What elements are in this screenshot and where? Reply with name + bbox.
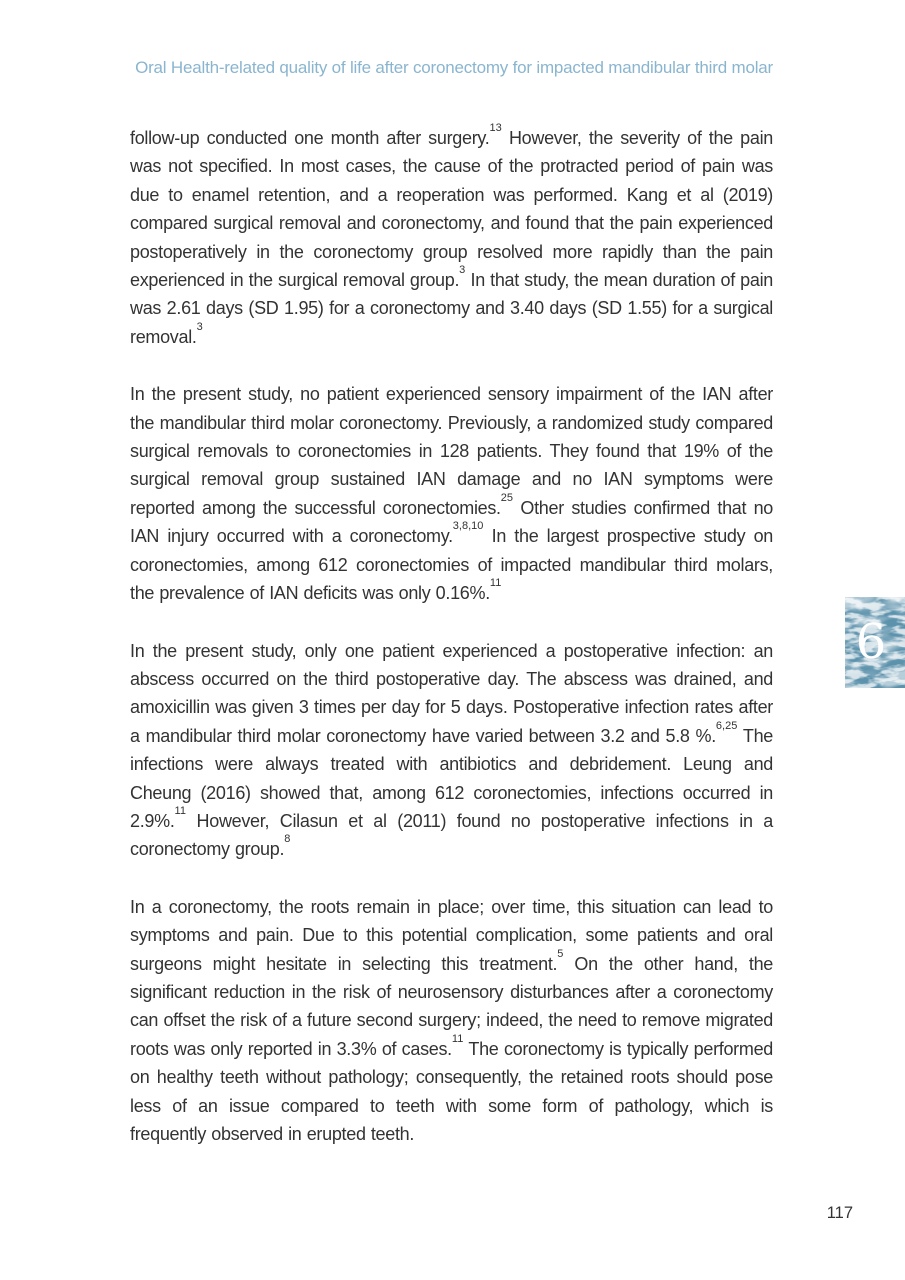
citation-superscript: 11: [174, 804, 186, 817]
chapter-tab: [845, 597, 905, 688]
citation-superscript: 11: [451, 1032, 464, 1045]
citation-superscript: 25: [500, 491, 514, 504]
citation-superscript: 8: [284, 833, 291, 846]
paragraph: In a coronectomy, the roots remain in place; over time, this situation can lead to symptoms and pain. Due to this potential complication, some patients and oral surgeons might hesitate in selecting this treatment.$^5$ On the other hand, the significant reduction in the risk of neurosensory disturbances after a coronectomy can offset the risk of a future second surgery; indeed, the need to remove migrated roots was only reported in 3.3% of cases.$^{11}$ The coronectomy is typically performed on healthy teeth without pathology; consequently, the retained roots should pose less of an issue compared to teeth with some form of pathology, which is frequently observed in erupted teeth.: [130, 896, 773, 1144]
body-text: [130, 124, 773, 1177]
citation-superscript: 11: [489, 577, 502, 590]
citation-superscript: 5: [557, 947, 564, 960]
chapter-number: 6: [855, 614, 887, 670]
citation-superscript: 3: [196, 320, 203, 333]
citation-superscript: 3,8,10: [452, 520, 484, 533]
page-number: 117: [826, 1204, 853, 1222]
paragraph: follow-up conducted one month after surgery.$^{13}$ However, the severity of the pain was not specified. In most cases, the cause of the protracted period of pain was due to enamel retention, and a reoperation was performed. Kang et al (2019) compared surgical removal and coronectomy, and found that the pain experienced postoperatively in the coronectomy group resolved more rapidly than the pain experienced in the surgical removal group.$^3$ In that study, the mean duration of pain was 2.61 days (SD 1.95) for a coronectomy and 3.40 days (SD 1.55) for a surgical removal.$^3$: [130, 122, 773, 347]
paragraph: In the present study, no patient experienced sensory impairment of the IAN after the mandibular third molar coronectomy. Previously, a randomized study compared surgical removals to coronectomies in 128 patients. They found that 19% of the surgical removal group sustained IAN damage and no IAN symptoms were reported among the successful coronectomies.$^{25}$ Other studies confirmed that no IAN injury occurred with a coronectomy.$^{3,8,10}$ In the largest prospective study on coronectomies, among 612 coronectomies of impacted mandibular third molars, the prevalence of IAN deficits was only 0.16%.$^{11}$: [130, 384, 774, 604]
running-header: Oral Health-related quality of life after coronectomy for impacted mandibular third molar: [135, 58, 773, 77]
citation-superscript: 3: [459, 264, 466, 277]
citation-superscript: 13: [489, 122, 502, 134]
citation-superscript: 6,25: [715, 719, 738, 732]
paragraph: In the present study, only one patient experienced a postoperative infection: an abscess occurred on the third postoperative day. The abscess was drained, and amoxicillin was given 3 times per day for 5 days. Postoperative infection rates after a mandibular third molar coronectomy have varied between 3.2 and 5.8 %.$^{6,25}$ The infections were always treated with antibiotics and debridement. Leung and Cheung (2016) showed that, among 612 coronectomies, infections occurred in 2.9%.$^{11}$ However, Cilasun et al (2011) found no postoperative infections in a coronectomy group.$^8$: [130, 640, 773, 860]
